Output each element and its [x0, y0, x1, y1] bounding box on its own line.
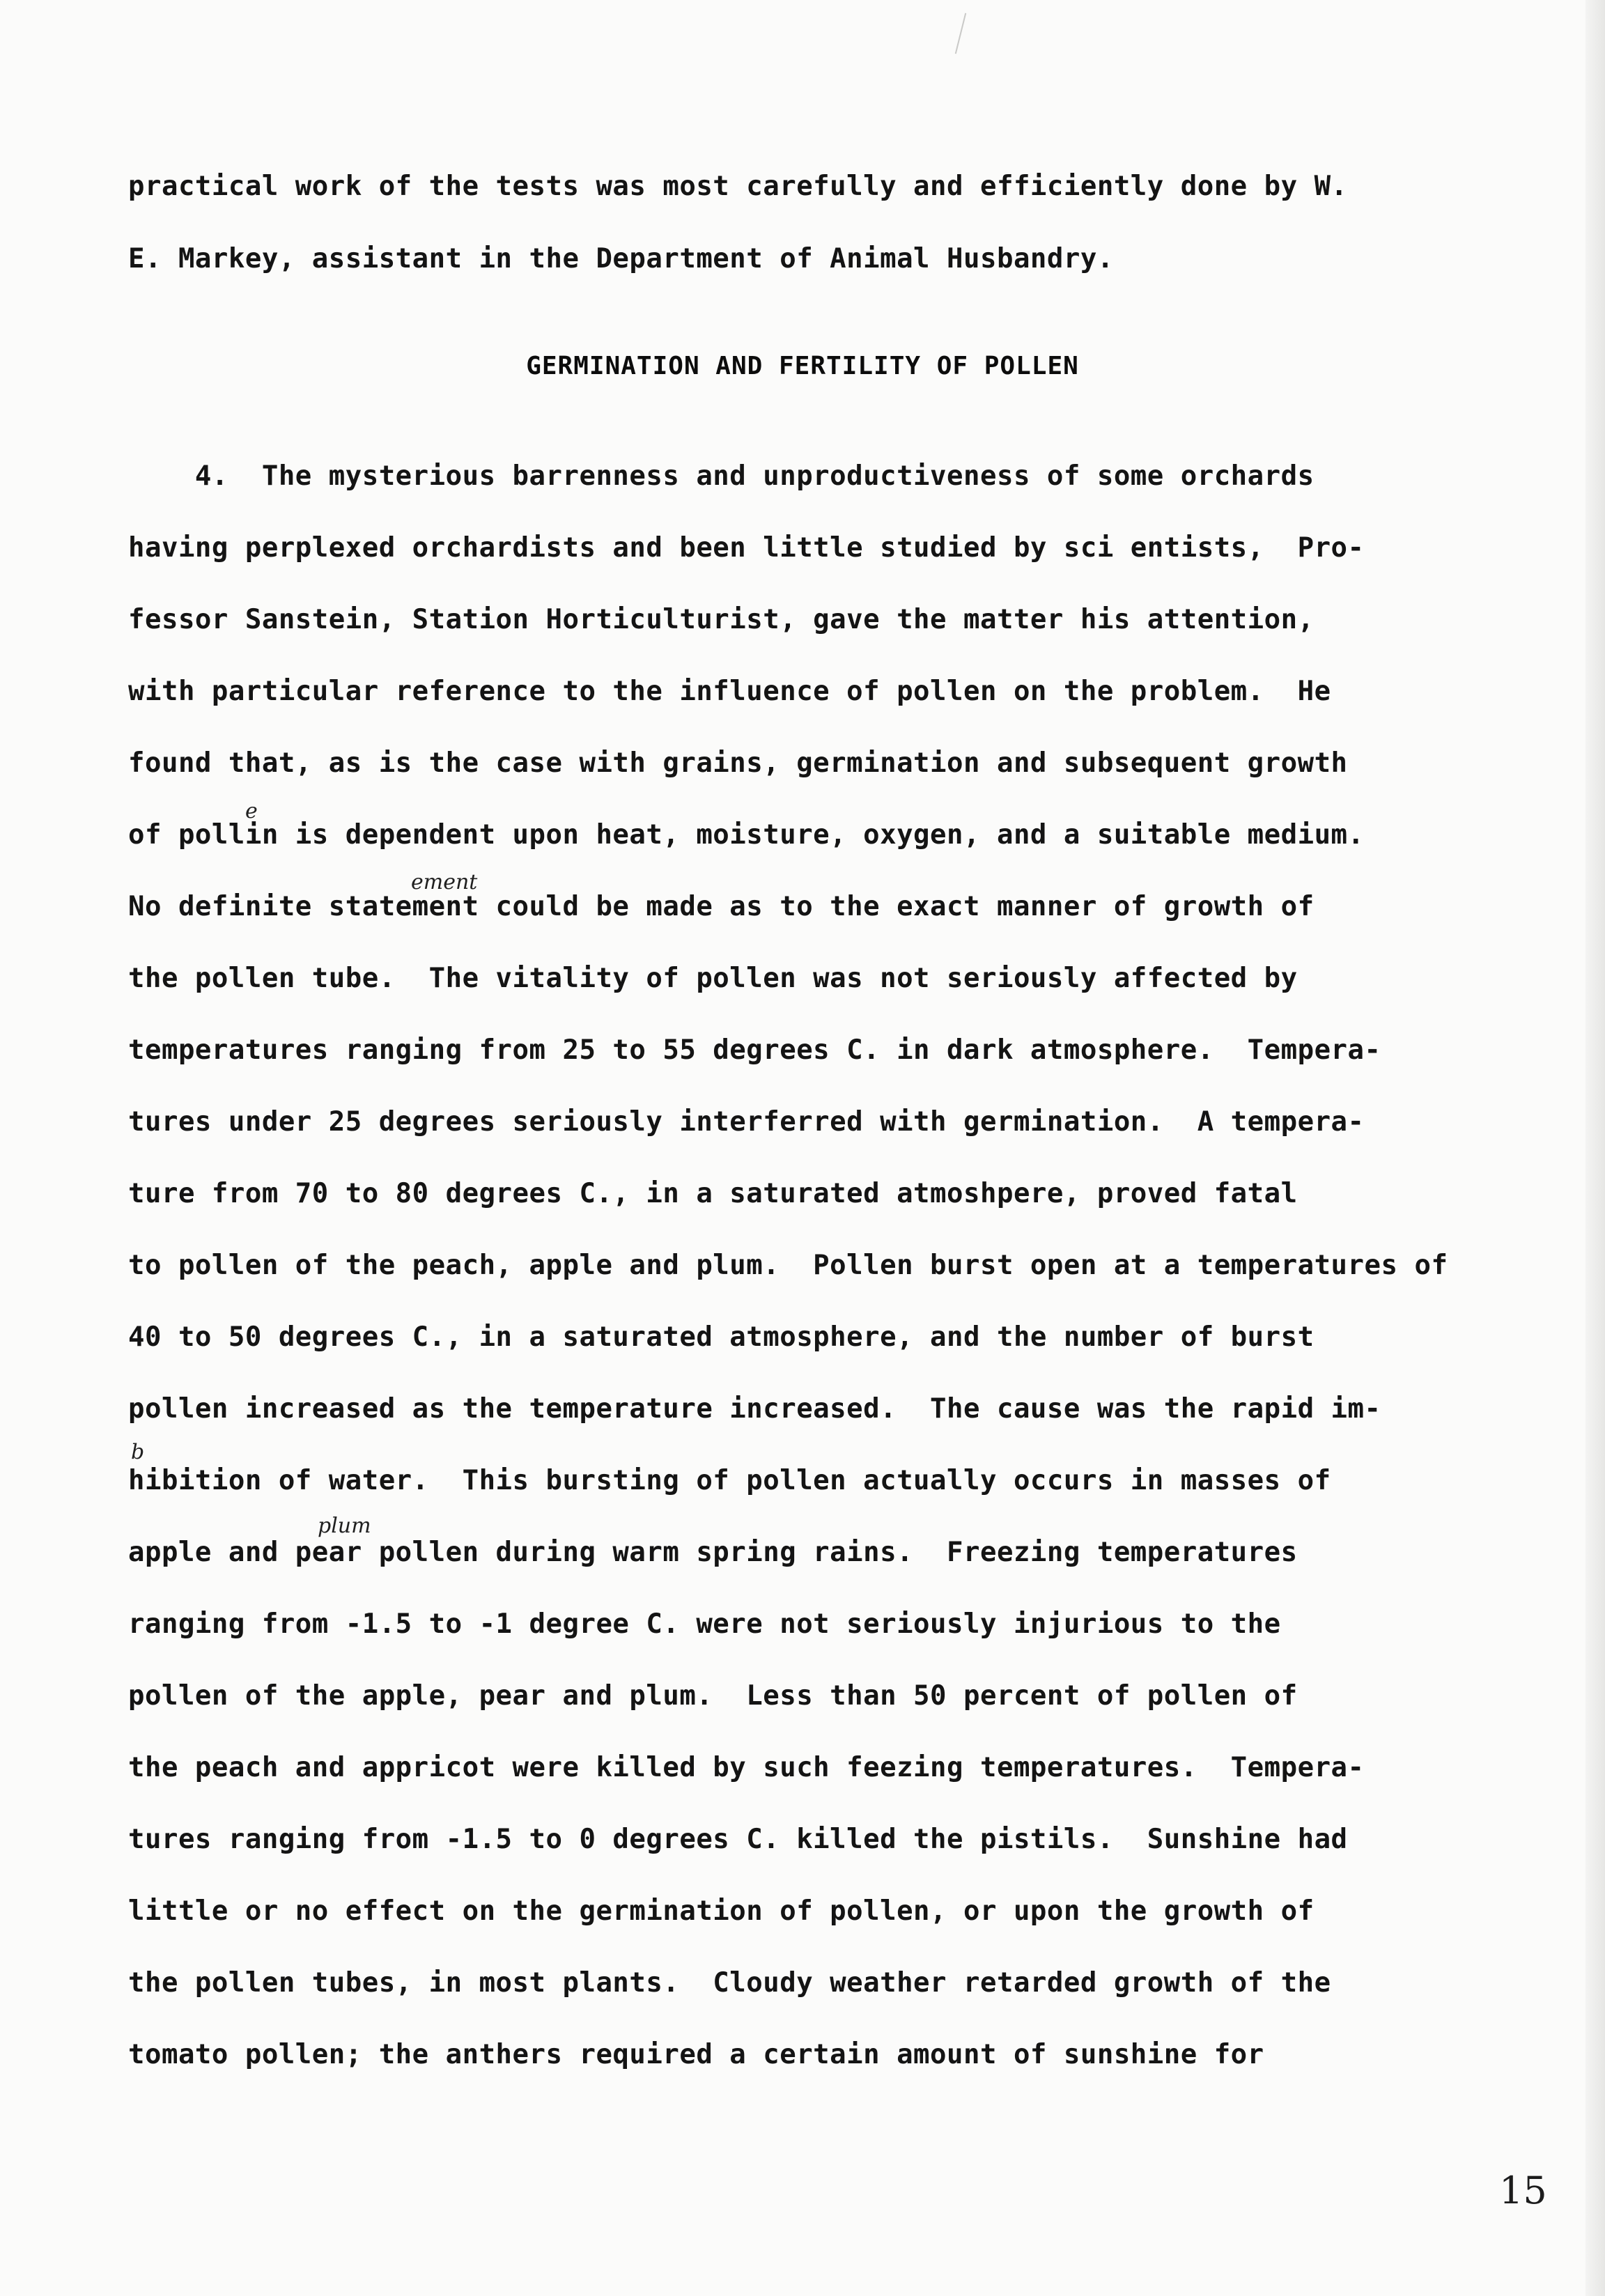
paragraph-line-10: tures under 25 degrees seriously interferred with germination. A tempera-	[128, 1106, 1365, 1138]
paragraph-line-12: to pollen of the peach, apple and plum. Pollen burst open at a temperatures of	[128, 1250, 1448, 1281]
paragraph-line-19: the peach and appricot were killed by such feezing temperatures. Tempera-	[128, 1752, 1365, 1783]
scan-mark	[955, 13, 966, 54]
handwritten-correction-plum: plum	[318, 1514, 371, 1538]
intro-line-1: practical work of the tests was most carefully and efficiently done by W.	[128, 171, 1348, 202]
paragraph-line-18: pollen of the apple, pear and plum. Less than 50 percent of pollen of	[128, 1680, 1298, 1712]
intro-line-2: E. Markey, assistant in the Department of Animal Husbandry.	[128, 243, 1114, 274]
paragraph-line-8: the pollen tube. The vitality of pollen was not seriously affected by	[128, 963, 1298, 994]
paragraph-line-2: having perplexed orchardists and been little studied by sci entists, Pro-	[128, 532, 1365, 564]
page-edge-shadow	[1585, 0, 1605, 2296]
paragraph-line-6: of pollin is dependent upon heat, moisture, oxygen, and a suitable medium.	[128, 819, 1365, 851]
paragraph-line-4: with particular reference to the influence of pollen on the problem. He	[128, 676, 1331, 707]
paragraph-line-16: apple and pear pollen during warm spring rains. Freezing temperatures	[128, 1537, 1298, 1568]
paragraph-line-3: fessor Sanstein, Station Horticulturist, gave the matter his attention,	[128, 604, 1315, 635]
paragraph-line-13: 40 to 50 degrees C., in a saturated atmosphere, and the number of burst	[128, 1321, 1315, 1353]
paragraph-line-1: 4. The mysterious barrenness and unproductiveness of some orchards	[128, 460, 1315, 492]
section-heading: GERMINATION AND FERTILITY OF POLLEN	[526, 352, 1079, 380]
paragraph-line-17: ranging from -1.5 to -1 degree C. were not seriously injurious to the	[128, 1608, 1281, 1640]
paragraph-line-20: tures ranging from -1.5 to 0 degrees C. killed the pistils. Sunshine had	[128, 1824, 1348, 1855]
paragraph-line-15: hibition of water. This bursting of pollen actually occurs in masses of	[128, 1465, 1331, 1496]
paragraph-line-11: ture from 70 to 80 degrees C., in a saturated atmoshpere, proved fatal	[128, 1178, 1298, 1209]
paragraph-line-5: found that, as is the case with grains, germination and subsequent growth	[128, 747, 1348, 779]
paragraph-line-7: No definite statement could be made as to the exact manner of growth of	[128, 891, 1315, 922]
handwritten-correction-pollen: e	[245, 799, 258, 823]
paragraph-line-22: the pollen tubes, in most plants. Cloudy weather retarded growth of the	[128, 1967, 1331, 1999]
paragraph-line-21: little or no effect on the germination of pollen, or upon the growth of	[128, 1895, 1315, 1927]
handwritten-correction-imbibition: b	[131, 1440, 145, 1464]
paragraph-line-23: tomato pollen; the anthers required a certain amount of sunshine for	[128, 2039, 1264, 2070]
page-number: 15	[1499, 2169, 1547, 2212]
paragraph-line-9: temperatures ranging from 25 to 55 degrees C. in dark atmosphere. Tempera-	[128, 1034, 1381, 1066]
handwritten-correction-statement: ement	[411, 870, 478, 894]
paragraph-line-14: pollen increased as the temperature increased. The cause was the rapid im-	[128, 1393, 1381, 1425]
